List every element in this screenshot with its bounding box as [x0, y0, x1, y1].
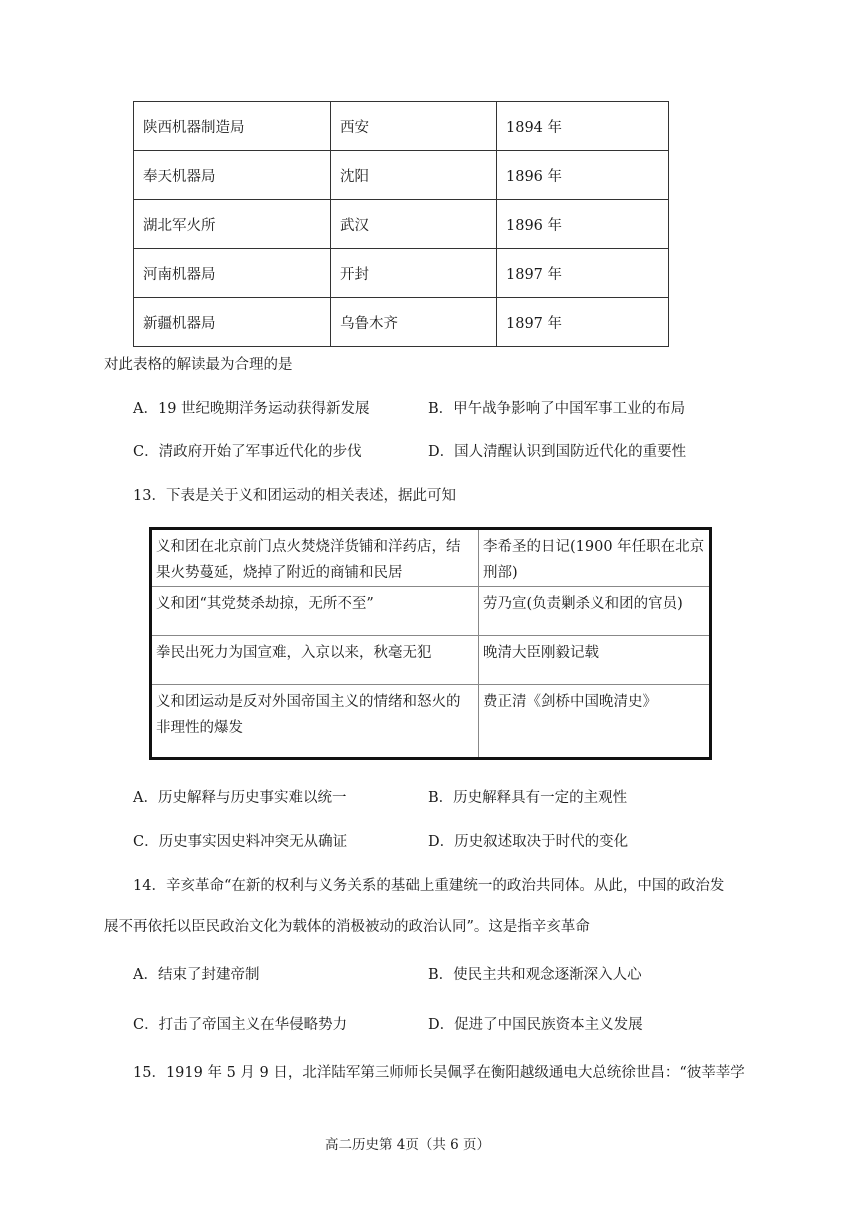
option-b: B．历史解释具有一定的主观性 [428, 790, 628, 806]
table-cell: 拳民出死力为国宣难，入京以来，秋毫无犯 [151, 636, 479, 685]
table-cell: 沈阳 [331, 151, 497, 200]
table-row [134, 249, 669, 298]
question-14-stem-continued: 展不再依托以臣民政治文化为载体的消极被动的政治认同”。这是指辛亥革命 [104, 919, 590, 935]
table-cell: 西安 [331, 102, 497, 151]
option-c: C．清政府开始了军事近代化的步伐 [133, 444, 362, 460]
table-row [151, 636, 711, 685]
option-a: A．历史解释与历史事实难以统一 [133, 790, 347, 806]
table-cell: 河南机器局 [134, 249, 331, 298]
table-row [151, 529, 711, 587]
table-cell: 陕西机器制造局 [134, 102, 331, 151]
table-cell: 武汉 [331, 200, 497, 249]
question-13-stem: 13．下表是关于义和团运动的相关表述，据此可知 [133, 488, 456, 504]
option-d: D．历史叙述取决于时代的变化 [428, 834, 629, 850]
table-cell: 义和团在北京前门点火焚烧洋货铺和洋药店，结果火势蔓延，烧掉了附近的商铺和民居 [151, 529, 479, 587]
option-d: D．国人清醒认识到国防近代化的重要性 [428, 444, 687, 460]
table-row [134, 151, 669, 200]
boxer-table [149, 527, 712, 760]
table-cell: 奉天机器局 [134, 151, 331, 200]
table-cell: 湖北军火所 [134, 200, 331, 249]
table-row [134, 298, 669, 347]
question-12-stem: 对此表格的解读最为合理的是 [104, 357, 293, 373]
table-cell: 费正清《剑桥中国晚清史》 [479, 685, 711, 759]
table-cell: 劳乃宣(负责剿杀义和团的官员) [479, 587, 711, 636]
page-footer: 高二历史第 4页（共 6 页） [325, 1137, 491, 1153]
question-14-stem: 14．辛亥革命“在新的权利与义务关系的基础上重建统一的政治共同体。从此，中国的政治发 [133, 878, 725, 894]
question-15-stem: 15．1919 年 5 月 9 日，北洋陆军第三师师长吴佩孚在衡阳越级通电大总统徐世昌：“彼莘莘学 [133, 1065, 745, 1081]
table-row [151, 587, 711, 636]
table-cell: 1896 年 [497, 200, 669, 249]
factory-table [133, 101, 669, 347]
option-b: B．甲午战争影响了中国军事工业的布局 [428, 401, 686, 417]
table-cell: 开封 [331, 249, 497, 298]
table-cell: 1897 年 [497, 298, 669, 347]
table-cell: 乌鲁木齐 [331, 298, 497, 347]
table-cell: 1894 年 [497, 102, 669, 151]
table-cell: 义和团运动是反对外国帝国主义的情绪和怒火的非理性的爆发 [151, 685, 479, 759]
option-a: A．19 世纪晚期洋务运动获得新发展 [133, 401, 370, 417]
table-row [134, 200, 669, 249]
option-d: D．促进了中国民族资本主义发展 [428, 1017, 643, 1033]
table-cell: 义和团“其党焚杀劫掠，无所不至” [151, 587, 479, 636]
table-row [151, 685, 711, 759]
table-cell: 1897 年 [497, 249, 669, 298]
table-cell: 1896 年 [497, 151, 669, 200]
table-cell: 李希圣的日记(1900 年任职在北京刑部) [479, 529, 711, 587]
table-row [134, 102, 669, 151]
option-c: C．打击了帝国主义在华侵略势力 [133, 1017, 348, 1033]
table-cell: 晚清大臣刚毅记载 [479, 636, 711, 685]
option-c: C．历史事实因史料冲突无从确证 [133, 834, 348, 850]
option-a: A．结束了封建帝制 [133, 967, 260, 983]
option-b: B．使民主共和观念逐渐深入人心 [428, 967, 642, 983]
table-cell: 新疆机器局 [134, 298, 331, 347]
